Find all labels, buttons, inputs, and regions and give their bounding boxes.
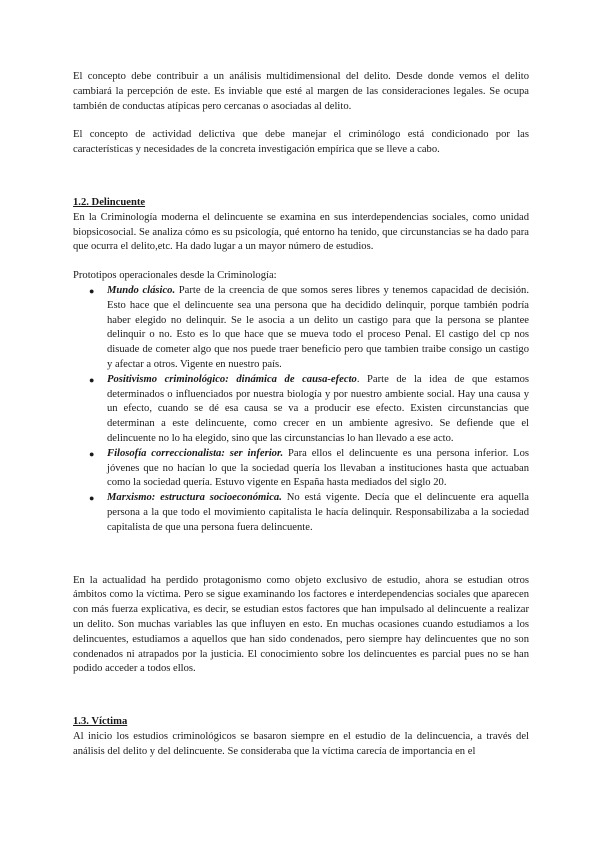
- prototypes-list: [73, 284, 529, 536]
- bullet-icon: ●: [89, 374, 95, 385]
- prototypes-intro: Prototipos operacionales desde la Criminología:: [73, 270, 277, 282]
- bullet-text: No está vigente. Decía que el delincuente era aquella persona a la que todo el movimiento capitalista le hacía delinquir. Responsabilizaba a la sociedad capitalista de que una persona fuera delincuente.: [107, 492, 529, 533]
- bullet-icon: ●: [89, 448, 95, 459]
- list-item: [73, 491, 529, 535]
- bullet-title: Positivismo criminológico: dinámica de causa-efecto: [107, 373, 357, 385]
- bullet-text: . Parte de la idea de que estamos determinados o influenciados por nuestra biología y por nuestro ambiente social. Hay una causa y un efecto, cuando se dé esa causa se va a producir ese efecto. Existen circunstancias que determinan a este delincuente, como crecer en un ambiente agresivo. Se defiende que el delincuente no lo ha elegido, sino que las circunstancias lo han llevado a ese acto.: [107, 373, 529, 444]
- bullet-text: Para ellos el delincuente es una persona inferior. Los jóvenes que no hacían lo que la sociedad quería los llevaban a instituciones hasta que actuaban como la sociedad quería. Estuvo vigente en España hasta mediados del siglo 20.: [107, 447, 529, 489]
- section-heading-victima: 1.3. Víctima: [73, 716, 128, 728]
- bullet-title: Mundo clásico.: [107, 284, 176, 296]
- bullet-title: Filosofía correccionalista: ser inferior.: [107, 447, 284, 459]
- list-item: [73, 284, 529, 373]
- bullet-title: Marxismo: estructura socioeconómica.: [107, 492, 282, 504]
- delincuente-paragraph-1: En la Criminología moderna el delincuente se examina en sus interdependencias sociales, como unidad biopsicosocial. Se analiza cómo es su psicología, qué entorno ha tenido, que circunstancias se ha dado para que ocurra el delito,etc. Ha dado lugar a un mayor número de estudios.: [73, 211, 529, 253]
- list-item: [73, 447, 529, 491]
- victima-paragraph-1: Al inicio los estudios criminológicos se basaron siempre en el estudio de la delincuencia, a través del análisis del delito y del delincuente. Se consideraba que la víctima carecía de importancia en el: [73, 730, 529, 757]
- section-heading-delincuente: 1.2. Delincuente: [73, 196, 146, 208]
- bullet-text: Parte de la creencia de que somos seres libres y tenemos capacidad de decisión. Esto hace que el delincuente sea una persona que ha decidido delinquir, porque también podría haber elegido no delinquir. Se le asocia a un delito un castigo para que la persona se plantee delinquir o no. Esto es lo que hace que se mueva todo el proceso Penal. El castigo del cp nos disuade de cometer algo que nos puede traer beneficio pero que tambien traibe consigo un castigo y afectar a otros. Vigente en nuestro país.: [107, 284, 529, 370]
- intro-paragraph-1: El concepto debe contribuir a un análisis multidimensional del delito. Desde donde vemos el delito cambiará la percepción de este. Es inviable que esté al margen de las consideraciones legales. Se ocupa también de conductas atípicas pero cercanas o asociadas al delito.: [73, 71, 529, 112]
- bullet-icon: ●: [89, 285, 95, 296]
- list-item: [73, 373, 529, 447]
- delincuente-paragraph-2: En la actualidad ha perdido protagonismo como objeto exclusivo de estudio, ahora se estudian otros ámbitos como la víctima. Pero se sigue examinando los factores e interdependencias sociales que aparecen con más fuerza explicativa, es decir, se estudian estos factores que han impulsado al delincuente a realizar un delito. Son muchas variables las que influyen en esto. En muchas ocasiones cuando estudiamos a los delincuentes, estudiamos a aquellos que han sido condenados, pero siempre hay delincuentes que no son condenados ni atrapados por la justicia. El conocimiento sobre los delincuentes es parcial pues no se han podido acceder a todos ellos.: [73, 574, 529, 675]
- intro-paragraph-2: El concepto de actividad delictiva que debe manejar el criminólogo está condicionado por las características y necesidades de la concreta investigación empírica que se lleve a cabo.: [73, 129, 529, 156]
- bullet-icon: ●: [89, 493, 95, 504]
- document-page: [73, 70, 529, 759]
